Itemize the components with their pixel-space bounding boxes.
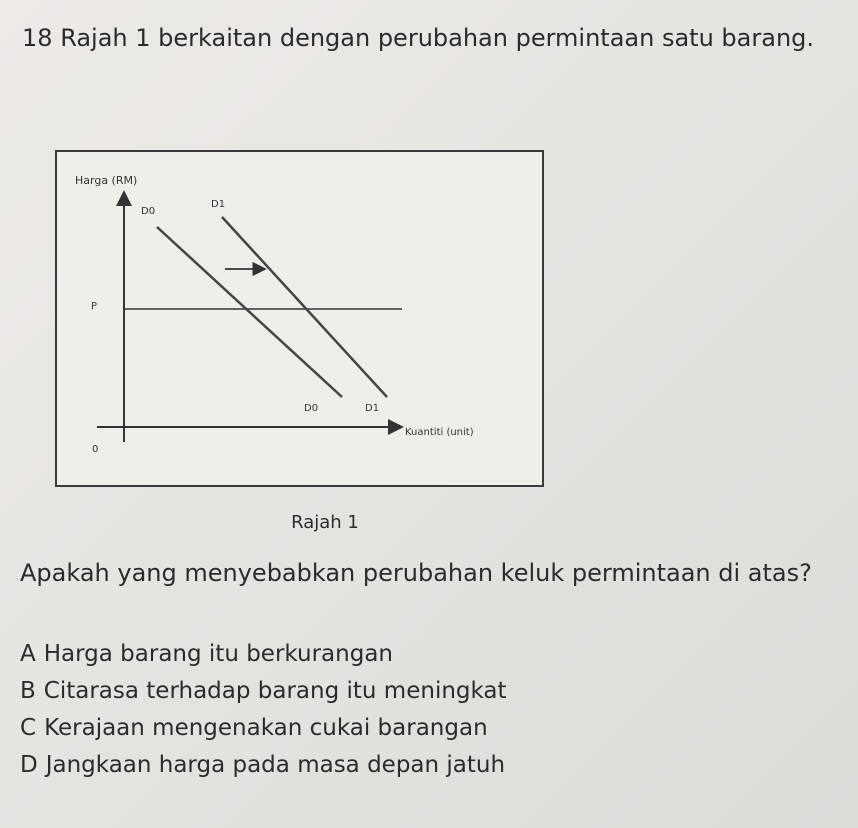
question-stem-text: Rajah 1 berkaitan dengan perubahan permintaan satu barang.	[60, 24, 815, 52]
series-d0-curve	[157, 227, 342, 397]
option-c[interactable]	[20, 710, 507, 747]
series-d1-bottom-label: D1	[365, 403, 380, 414]
option-d[interactable]	[20, 747, 507, 784]
question-number: 18	[22, 24, 53, 52]
series-d0-top-label: D0	[141, 206, 156, 217]
option-text: Citarasa terhadap barang itu meningkat	[43, 678, 507, 704]
y-axis-label: Harga (RM)	[75, 174, 138, 187]
option-text: Kerajaan mengenakan cukai barangan	[44, 715, 488, 741]
origin-label: 0	[92, 444, 99, 455]
series-d1-top-label: D1	[211, 199, 226, 210]
option-text: Jangkaan harga pada masa depan jatuh	[45, 752, 506, 778]
figure-caption: Rajah 1	[291, 512, 359, 533]
series-d0-bottom-label: D0	[304, 403, 319, 414]
option-letter: B	[20, 678, 36, 704]
option-letter: D	[20, 752, 38, 778]
series-d1-curve	[222, 217, 387, 397]
answer-options	[20, 636, 507, 784]
x-axis-label: Kuantiti (unit)	[405, 427, 474, 438]
figure-frame	[55, 150, 544, 487]
demand-shift-chart	[57, 152, 542, 485]
option-text: Harga barang itu berkurangan	[43, 641, 394, 667]
option-letter: C	[20, 715, 37, 741]
option-a[interactable]	[20, 636, 507, 673]
question-prompt: Apakah yang menyebabkan perubahan keluk permintaan di atas?	[20, 559, 812, 587]
option-letter: A	[20, 641, 36, 667]
price-label: P	[91, 301, 98, 312]
option-b[interactable]	[20, 673, 507, 710]
question-stem	[22, 20, 822, 56]
